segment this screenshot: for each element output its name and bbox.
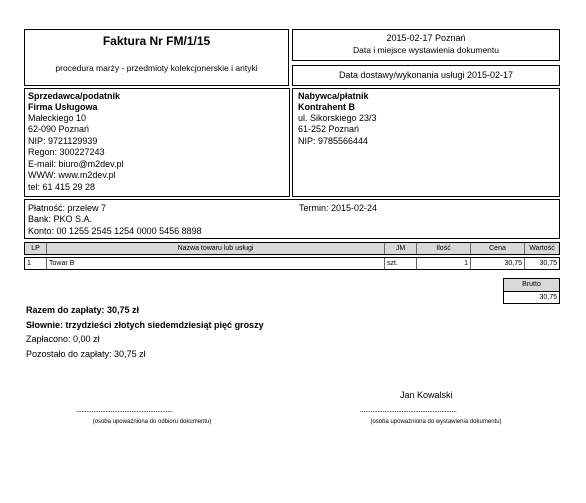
buyer-heading: Nabywca/płatnik	[298, 91, 369, 101]
cell-name: Towar B	[47, 258, 385, 269]
buyer-nip: NIP: 9785566444	[298, 136, 369, 146]
delivery-date-box	[292, 65, 560, 86]
receiver-signature-caption: (osoba upoważniona do odbioru dokumentu)	[92, 419, 212, 425]
total-remaining: Pozostało do zapłaty: 30,75 zł	[26, 349, 146, 359]
seller-regon: Regon: 300227243	[28, 147, 105, 157]
payment-box	[24, 199, 560, 239]
payment-bank: Bank: PKO S.A.	[28, 214, 93, 224]
issue-date-label: Data i miejsce wystawienia dokumentu	[353, 45, 499, 55]
col-price-header: Cena	[471, 243, 525, 254]
seller-heading: Sprzedawca/podatnik	[28, 91, 121, 101]
seller-name: Firma Usługowa	[28, 102, 98, 112]
invoice-title: Faktura Nr FM/1/15	[102, 34, 211, 48]
payment-due: Termin: 2015-02-24	[299, 203, 378, 213]
col-unit-header: JM	[385, 243, 417, 254]
seller-email: E-mail: biuro@m2dev.pl	[28, 159, 124, 169]
seller-nip: NIP: 9721129939	[28, 136, 98, 146]
issue-date-place: 2015-02-17 Poznań	[386, 33, 466, 43]
brutto-summary	[503, 278, 560, 304]
col-qty-header: Ilość	[417, 243, 471, 254]
total-in-words: Słownie: trzydzieści złotych siedemdziesiąt pięć groszy	[26, 320, 264, 330]
issue-date-box	[292, 29, 560, 61]
delivery-date: Data dostawy/wykonania usługi 2015-02-17	[338, 70, 514, 80]
buyer-name: Kontrahent B	[298, 102, 355, 112]
seller-www: WWW: www.m2dev.pl	[28, 170, 116, 180]
table-row	[24, 257, 560, 270]
brutto-value: 30,75	[539, 294, 557, 301]
buyer-city: 61-252 Poznań	[298, 124, 360, 134]
cell-qty: 1	[417, 258, 471, 269]
issuer-signature-caption: (osoba upoważniona do wystawienia dokumentu)	[370, 419, 502, 425]
issuer-name: Jan Kowalski	[400, 390, 453, 400]
total-paid: Zapłacono: 0,00 zł	[26, 334, 100, 344]
issuer-signature-line: ........................................................	[360, 405, 457, 414]
payment-account: Konto: 00 1255 2545 1254 0000 5456 8898	[28, 226, 202, 236]
seller-box	[24, 88, 290, 197]
cell-unit: szt.	[385, 258, 417, 269]
receiver-signature-line: ........................................................	[76, 405, 173, 414]
buyer-street: ul. Sikorskiego 23/3	[298, 113, 377, 123]
buyer-box	[292, 88, 560, 197]
cell-price: 30,75	[471, 258, 525, 269]
col-name-header: Nazwa towaru lub usługi	[47, 243, 385, 254]
items-table-header	[24, 242, 560, 255]
seller-tel: tel: 61 415 29 28	[28, 182, 96, 192]
cell-lp: 1	[25, 258, 47, 269]
total-to-pay: Razem do zapłaty: 30,75 zł	[26, 305, 140, 315]
cell-value: 30,75	[539, 260, 557, 267]
invoice-subtitle: procedura marży - przedmioty kolekcjonerskie i antyki	[55, 63, 258, 73]
brutto-label: Brutto	[504, 279, 559, 292]
col-lp-header: LP	[25, 243, 47, 254]
col-value-header: Wartość	[529, 245, 555, 252]
header-title-box	[24, 29, 289, 86]
seller-city: 62-090 Poznań	[28, 124, 90, 134]
seller-street: Małeckiego 10	[28, 113, 87, 123]
payment-method: Płatność: przelew 7	[28, 203, 107, 213]
